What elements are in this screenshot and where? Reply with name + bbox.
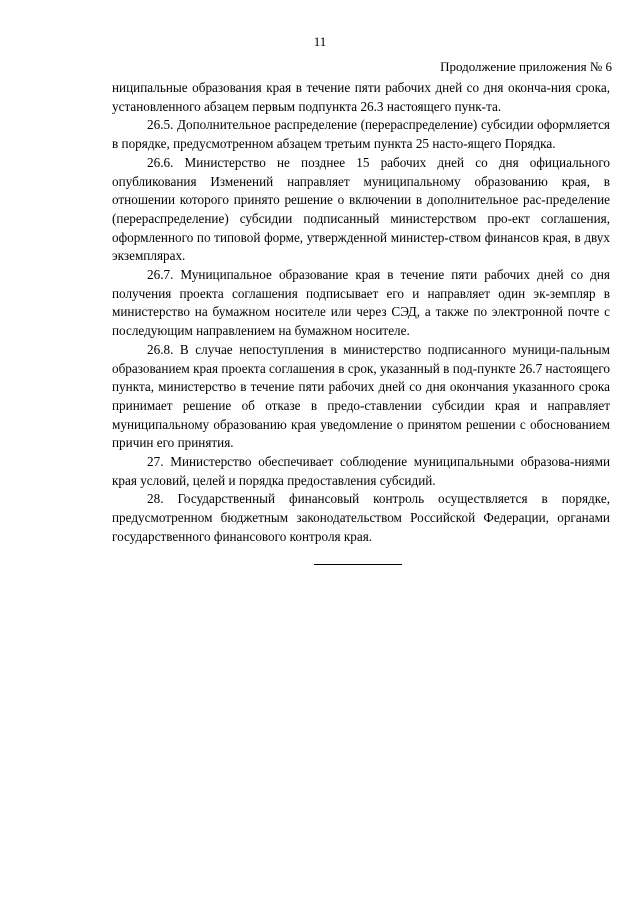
- page-number: 11: [313, 34, 327, 49]
- paragraph-26-5: 26.5. Дополнительное распределение (перераспределение) субсидии оформляется в порядке, предусмотренном абзацем третьим пункта 25 насто-ящего Порядка.: [112, 117, 610, 152]
- document-body: [112, 79, 610, 547]
- paragraph-continued: ниципальные образования края в течение пяти рабочих дней со дня оконча-ния срока, установленного абзацем первым подпункта 26.3 настоящего пунк-та.: [112, 80, 610, 114]
- paragraph-26-8: 26.8. В случае непоступления в министерство подписанного муници-пальным образованием края проекта соглашения в срок, указанный в под-пункте 26.7 настоящего пункта, министерство в течение пяти рабочих дней со дня окончания указанного срока принимает решение об отказе в предо-ставлении субсидии края и направляет муниципальному образованию края уведомление о принятом решении с обоснованием причин его принятия.: [112, 341, 610, 451]
- paragraph-27: 27. Министерство обеспечивает соблюдение муниципальными образова-ниями края условий, целей и порядка предоставления субсидий.: [112, 454, 610, 488]
- paragraph-26-7: 26.7. Муниципальное образование края в течение пяти рабочих дней со дня получения проекта соглашения подписывает его и направляет один эк-земпляр в министерство на бумажном носителе или через СЭД, а также по электронной почте с последующим направлением на бумажном носителе.: [112, 267, 610, 339]
- appendix-continuation-label: Продолжение приложения № 6: [440, 59, 612, 74]
- paragraph-26-6: 26.6. Министерство не позднее 15 рабочих дней со дня официального опубликования Изменений направляет муниципальному образованию края, в отношении которого принято решение о включении в дополнительное рас-пределение (перераспределение) субсидии подписанный министерством про-ект соглашения, оформленного по типовой форме, утвержденной министер-ством финансов края, в двух экземплярах.: [112, 154, 610, 264]
- paragraph-28: 28. Государственный финансовый контроль осуществляется в порядке, предусмотренном бюджетным законодательством Российской Федерации, органами государственного финансового контроля края.: [112, 491, 610, 544]
- end-of-document-rule: [314, 564, 402, 565]
